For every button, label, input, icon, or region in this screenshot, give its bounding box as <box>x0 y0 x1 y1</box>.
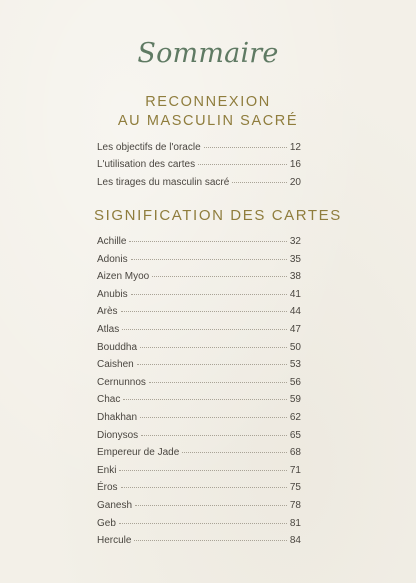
toc-entry[interactable] <box>97 236 301 254</box>
section-heading-reconnexion <box>0 93 416 131</box>
page-title: Sommaire <box>137 38 279 69</box>
section-heading-line-1: RECONNEXION <box>145 94 271 110</box>
leader-dots <box>121 311 287 312</box>
toc-entry-label: Caishen <box>97 359 134 371</box>
toc-entry-label: Hercule <box>97 535 132 547</box>
toc-entry[interactable] <box>97 412 301 430</box>
toc-entry-page: 50 <box>289 341 301 353</box>
toc-entry[interactable] <box>97 377 301 395</box>
toc-entry-page: 84 <box>289 535 301 547</box>
toc-entry-page: 32 <box>289 236 301 247</box>
leader-dots <box>131 259 287 260</box>
toc-entry-page: 35 <box>289 253 301 265</box>
toc-entry-label: Arès <box>97 306 118 318</box>
toc-entry-page: 81 <box>289 517 301 529</box>
toc-entry-page: 59 <box>289 394 301 406</box>
toc-entry[interactable] <box>97 430 301 448</box>
leader-dots <box>119 470 286 471</box>
toc-entry-page: 20 <box>289 176 301 188</box>
toc-entry[interactable] <box>97 518 301 536</box>
toc-entry-page: 38 <box>289 271 301 283</box>
toc-entry-page: 65 <box>289 429 301 441</box>
toc-entry-page: 44 <box>289 306 301 318</box>
leader-dots <box>123 399 287 400</box>
leader-dots <box>149 382 287 383</box>
leader-dots <box>137 364 287 365</box>
toc-entry-page: 41 <box>289 288 301 300</box>
toc-entry[interactable] <box>97 359 301 377</box>
leader-dots <box>232 182 287 183</box>
toc-entry-label: Geb <box>97 517 116 529</box>
section-heading-signification: SIGNIFICATION DES CARTES <box>94 207 342 224</box>
toc-list-reconnexion <box>97 142 301 194</box>
toc-entry-label: Achille <box>97 236 127 247</box>
toc-entry-page: 71 <box>289 464 301 476</box>
leader-dots <box>182 452 287 453</box>
leader-dots <box>140 417 287 418</box>
toc-entry-label: Les objectifs de l'oracle <box>97 142 201 153</box>
toc-entry[interactable] <box>97 142 301 159</box>
toc-entry-page: 68 <box>289 447 301 459</box>
toc-entry-label: Cernunnos <box>97 376 146 388</box>
toc-entry-page: 16 <box>289 159 301 171</box>
leader-dots <box>129 241 286 242</box>
toc-entry-label: Empereur de Jade <box>97 447 180 459</box>
leader-dots <box>119 523 287 524</box>
toc-entry-label: Éros <box>97 482 118 494</box>
leader-dots <box>198 164 287 165</box>
toc-entry[interactable] <box>97 306 301 324</box>
toc-entry-label: Les tirages du masculin sacré <box>97 176 230 188</box>
toc-entry[interactable] <box>97 324 301 342</box>
toc-entry-label: Ganesh <box>97 499 133 511</box>
toc-entry[interactable] <box>97 342 301 360</box>
toc-entry[interactable] <box>97 159 301 176</box>
toc-list-signification <box>97 236 301 553</box>
leader-dots <box>204 147 287 148</box>
leader-dots <box>131 294 287 295</box>
toc-entry-label: Dionysos <box>97 429 139 441</box>
toc-entry-label: L'utilisation des cartes <box>97 159 196 171</box>
toc-entry-page: 47 <box>289 323 301 335</box>
toc-entry[interactable] <box>97 289 301 307</box>
toc-entry-page: 62 <box>289 411 301 423</box>
leader-dots <box>121 487 287 488</box>
leader-dots <box>140 347 287 348</box>
toc-entry-label: Aizen Myoo <box>97 271 150 283</box>
leader-dots <box>122 329 287 330</box>
toc-entry-page: 53 <box>289 359 301 371</box>
toc-entry[interactable] <box>97 271 301 289</box>
leader-dots <box>152 276 287 277</box>
toc-entry[interactable] <box>97 535 301 553</box>
toc-entry-page: 78 <box>289 499 301 511</box>
toc-entry[interactable] <box>97 500 301 518</box>
toc-entry-page: 12 <box>289 142 301 153</box>
leader-dots <box>134 540 286 541</box>
toc-entry-label: Enki <box>97 464 117 476</box>
toc-entry-page: 75 <box>289 482 301 494</box>
toc-entry-page: 56 <box>289 376 301 388</box>
toc-entry-label: Atlas <box>97 323 120 335</box>
toc-entry-label: Dhakhan <box>97 411 138 423</box>
toc-entry-label: Anubis <box>97 288 128 300</box>
section-heading-line-2: AU MASCULIN SACRÉ <box>117 113 299 129</box>
toc-entry[interactable] <box>97 465 301 483</box>
toc-entry[interactable] <box>97 394 301 412</box>
toc-entry[interactable] <box>97 482 301 500</box>
toc-entry-label: Adonis <box>97 253 128 265</box>
toc-entry[interactable] <box>97 254 301 272</box>
leader-dots <box>135 505 287 506</box>
toc-entry-label: Bouddha <box>97 341 138 353</box>
toc-entry[interactable] <box>97 447 301 465</box>
toc-entry-label: Chac <box>97 394 121 406</box>
leader-dots <box>141 435 287 436</box>
toc-entry[interactable] <box>97 177 301 194</box>
